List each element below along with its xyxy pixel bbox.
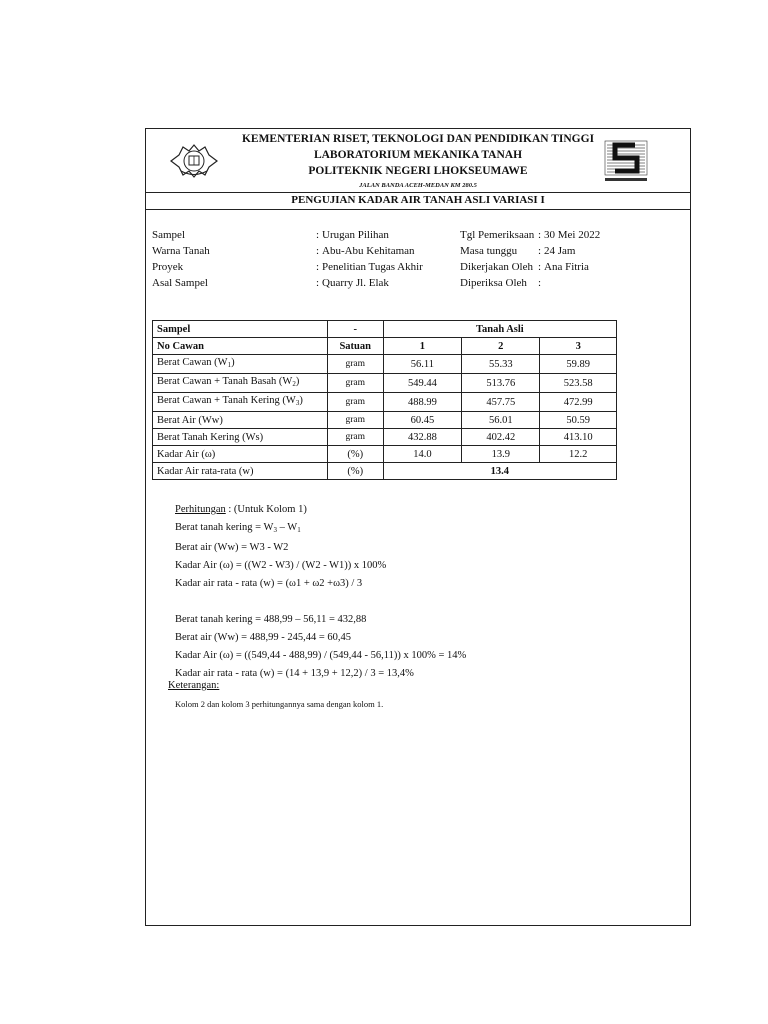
header-group: Tanah Asli (383, 321, 616, 338)
table-header-row (153, 321, 617, 338)
cell-value: 457.75 (462, 393, 540, 412)
cell-value: 55.33 (462, 355, 540, 374)
lab-logo (601, 137, 651, 185)
result-average: Kadar air rata - rata (w) = (14 + 13,9 + 12,2) / 3 = 13,4% (175, 668, 414, 679)
cell-value: 488.99 (383, 393, 461, 412)
info-row-sample: Sampel : Urugan Pilihan (152, 229, 389, 241)
row-unit: gram (327, 429, 383, 446)
row-unit: gram (327, 374, 383, 393)
row-label: Berat Cawan $(W_1)$ (153, 355, 328, 374)
cell-value: 513.76 (462, 374, 540, 393)
laboratory-name: LABORATORIUM MEKANIKA TANAH (313, 149, 523, 161)
result-water-weight: Berat air (Ww) = 488,99 - 245,44 = 60,45 (175, 632, 352, 643)
info-label: Sampel (152, 229, 185, 241)
cell-value: 12.2 (540, 446, 617, 463)
test-info (460, 227, 600, 291)
average-unit: (%) (327, 463, 383, 480)
info-label: Diperiksa Oleh (460, 277, 527, 289)
info-row-soil-color: Warna Tanah : Abu-Abu Kehitaman (152, 245, 415, 257)
ministry-name: KEMENTERIAN RISET, TEKNOLOGI DAN PENDIDIKAN TINGGI (241, 133, 595, 145)
letterhead-text (206, 131, 630, 193)
table-row (153, 355, 617, 374)
row-label: Berat Air (Ww) (153, 412, 328, 429)
cell-value: 402.42 (462, 429, 540, 446)
formula-water-content: Kadar Air (ω) = ((W2 - W3) / (W2 - W1)) x 100% (175, 560, 387, 571)
water-content-table (152, 320, 617, 480)
average-value: 13.4 (383, 463, 616, 480)
cell-value: 523.58 (540, 374, 617, 393)
info-row-checker: Diperiksa Oleh : (460, 277, 542, 289)
address-line: JALAN BANDA ACEH-MEDAN KM 280.5 (359, 182, 477, 189)
table-row (153, 446, 617, 463)
header-col-1: 1 (383, 338, 461, 355)
result-water-content: Kadar Air (ω) = ((549,44 - 488,99) / (549,44 - 56,11)) x 100% = 14% (175, 650, 467, 661)
formula-average: Kadar air rata - rata (w) = (ω1 + ω2 +ω3) / 3 (175, 578, 363, 589)
table-row (153, 412, 617, 429)
calculation-block (175, 501, 466, 683)
info-value: Penelitian Tugas Akhir (322, 261, 423, 273)
row-label: Berat Cawan + Tanah Basah $(W_2)$ (153, 374, 328, 393)
info-row-origin: Asal Sampel : Quarry Jl. Elak (152, 277, 389, 289)
cell-value: 56.01 (462, 412, 540, 429)
table-row (153, 429, 617, 446)
table-row (153, 393, 617, 412)
sample-info (152, 227, 423, 291)
cell-value: 14.0 (383, 446, 461, 463)
report-title: PENGUJIAN KADAR AIR TANAH ASLI VARIASI I (146, 192, 690, 210)
row-label: Kadar Air (ω) (153, 446, 328, 463)
institution-name: POLITEKNIK NEGERI LHOKSEUMAWE (308, 165, 528, 177)
cell-value: 432.88 (383, 429, 461, 446)
info-value: Ana Fitria (544, 261, 589, 273)
cell-value: 60.45 (383, 412, 461, 429)
cell-value: 50.59 (540, 412, 617, 429)
info-label: Warna Tanah (152, 245, 210, 257)
info-value: Abu-Abu Kehitaman (322, 245, 415, 257)
header-col-3: 3 (540, 338, 617, 355)
header-col-2: 2 (462, 338, 540, 355)
info-label: Dikerjakan Oleh (460, 261, 533, 273)
info-label: Proyek (152, 261, 184, 273)
report-sheet (145, 128, 691, 926)
table-row (153, 374, 617, 393)
row-label: Berat Cawan + Tanah Kering $(W_3)$ (153, 393, 328, 412)
cell-value: 59.89 (540, 355, 617, 374)
table-header-row (153, 338, 617, 355)
info-value: 30 Mei 2022 (544, 229, 601, 241)
info-row-worker: Dikerjakan Oleh : Ana Fitria (460, 261, 589, 273)
cell-value: 56.11 (383, 355, 461, 374)
header-dash: - (327, 321, 383, 338)
table-row-average (153, 463, 617, 480)
calculation-heading: Perhitungan : (Untuk Kolom 1) (175, 504, 307, 515)
formula-dry-soil: Berat tanah kering = $W_3 - W_1$ (175, 522, 301, 534)
header-sample: Sampel (153, 321, 328, 338)
info-label: Masa tunggu (460, 245, 518, 257)
row-label: Berat Tanah Kering (Ws) (153, 429, 328, 446)
info-row-date: Tgl Pemeriksaan : 30 Mei 2022 (460, 229, 601, 241)
cell-value: 549.44 (383, 374, 461, 393)
info-value: Quarry Jl. Elak (322, 277, 389, 289)
info-label: Asal Sampel (152, 277, 208, 289)
info-value: Urugan Pilihan (322, 229, 389, 241)
row-unit: (%) (327, 446, 383, 463)
note-heading: Keterangan: (168, 680, 220, 691)
result-dry-soil: Berat tanah kering = 488,99 – 56,11 = 432,88 (175, 614, 367, 625)
cell-value: 13.9 (462, 446, 540, 463)
header-unit: Satuan (327, 338, 383, 355)
row-unit: gram (327, 412, 383, 429)
note-text: Kolom 2 dan kolom 3 perhitungannya sama dengan kolom 1. (175, 699, 384, 709)
row-unit: gram (327, 393, 383, 412)
letterhead (146, 129, 690, 193)
row-unit: gram (327, 355, 383, 374)
cell-value: 472.99 (540, 393, 617, 412)
header-dish-no: No Cawan (153, 338, 328, 355)
info-row-wait: Masa tunggu : 24 Jam (460, 245, 576, 257)
cell-value: 413.10 (540, 429, 617, 446)
average-label: Kadar Air rata-rata (w) (153, 463, 328, 480)
info-value: 24 Jam (544, 245, 576, 257)
info-label: Tgl Pemeriksaan (460, 229, 535, 241)
info-row-project: Proyek : Penelitian Tugas Akhir (152, 261, 423, 273)
formula-water-weight: Berat air (Ww) = W3 - W2 (175, 542, 289, 553)
